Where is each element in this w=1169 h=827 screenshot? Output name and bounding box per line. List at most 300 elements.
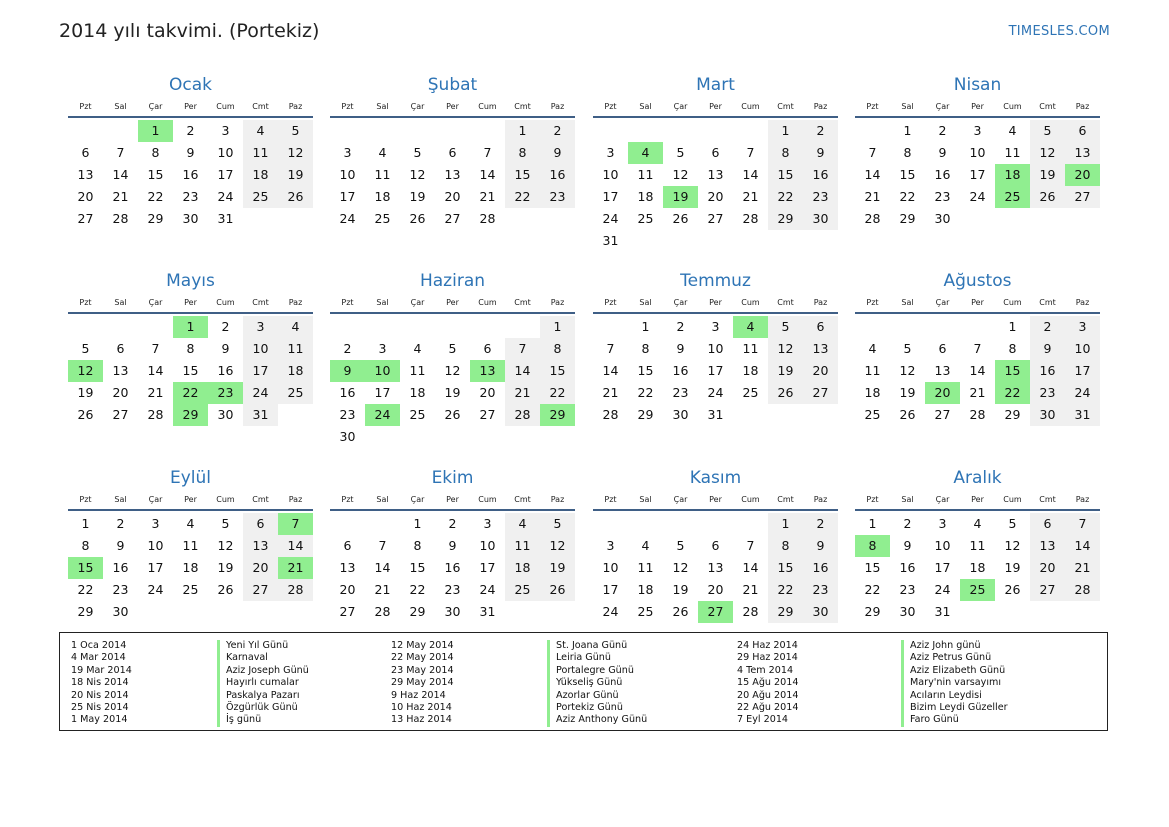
day-cell: 9 — [186, 145, 195, 160]
day-cell: 12 — [444, 363, 461, 378]
holiday-date: 12 May 2014 — [391, 640, 454, 651]
day-cell: 5 — [676, 538, 685, 553]
day-cell: 22 — [637, 385, 654, 400]
day-cell: 7 — [973, 341, 982, 356]
weekday-header: Cmt — [514, 298, 531, 307]
day-cell: 11 — [278, 338, 313, 360]
month-name: Ağustos — [943, 271, 1012, 291]
day-cell: 21 — [112, 189, 129, 204]
weekday-header: Sal — [114, 495, 127, 504]
holiday-day-cell: 25 — [995, 186, 1030, 208]
day-cell: 13 — [1065, 142, 1100, 164]
holiday-name: Acıların Leydisi — [901, 690, 1008, 702]
day-cell: 10 — [479, 538, 496, 553]
day-cell: 23 — [1030, 382, 1065, 404]
header-rule — [330, 116, 575, 118]
day-cell: 20 — [339, 582, 356, 597]
day-cell: 5 — [448, 341, 457, 356]
weekday-header: Per — [184, 495, 197, 504]
holiday-day-cell: 13 — [470, 360, 505, 382]
weekday-header: Çar — [935, 298, 950, 307]
day-cell: 17 — [243, 360, 278, 382]
day-cell: 22 — [147, 189, 164, 204]
day-cell: 20 — [243, 557, 278, 579]
day-cell: 18 — [742, 363, 759, 378]
day-cell: 30 — [803, 601, 838, 623]
holiday-day-cell: 23 — [208, 382, 243, 404]
day-cell: 1 — [868, 516, 877, 531]
holiday-day-cell: 9 — [330, 360, 365, 382]
day-cell: 31 — [1065, 404, 1100, 426]
day-cell: 3 — [243, 316, 278, 338]
day-cell: 25 — [374, 211, 391, 226]
day-cell: 12 — [278, 142, 313, 164]
day-cell: 18 — [409, 385, 426, 400]
holiday-name: Aziz John günü — [901, 640, 1008, 652]
day-cell: 3 — [606, 145, 615, 160]
month-name: Mayıs — [166, 271, 215, 291]
weekday-header: Çar — [148, 298, 163, 307]
day-cell: 10 — [602, 560, 619, 575]
day-cell: 27 — [444, 211, 461, 226]
holiday-day-cell: 1 — [138, 120, 173, 142]
holiday-name-column — [547, 640, 647, 727]
day-cell: 25 — [278, 382, 313, 404]
weekday-header: Per — [971, 495, 984, 504]
day-cell: 11 — [864, 363, 881, 378]
weekday-header: Sal — [114, 102, 127, 111]
day-cell: 12 — [1030, 142, 1065, 164]
day-cell: 7 — [483, 145, 492, 160]
weekday-header: Sal — [639, 102, 652, 111]
day-cell: 16 — [540, 164, 575, 186]
day-cell: 4 — [378, 145, 387, 160]
day-cell: 26 — [77, 407, 94, 422]
holiday-day-cell: 18 — [995, 164, 1030, 186]
day-cell: 13 — [444, 167, 461, 182]
holiday-name: Azorlar Günü — [547, 690, 647, 702]
day-cell: 7 — [868, 145, 877, 160]
day-cell: 30 — [934, 211, 951, 226]
day-cell: 13 — [339, 560, 356, 575]
day-cell: 11 — [409, 363, 426, 378]
month-name: Mart — [696, 75, 735, 95]
day-cell: 28 — [505, 404, 540, 426]
weekday-header: Paz — [1075, 495, 1090, 504]
day-cell: 29 — [864, 604, 881, 619]
day-cell: 1 — [1008, 319, 1017, 334]
day-cell: 28 — [278, 579, 313, 601]
weekday-header: Sal — [376, 102, 389, 111]
weekday-header: Paz — [813, 495, 828, 504]
holiday-name: St. Joana Günü — [547, 640, 647, 652]
day-cell: 28 — [1065, 579, 1100, 601]
day-cell: 7 — [116, 145, 125, 160]
day-cell: 30 — [444, 604, 461, 619]
day-cell: 17 — [934, 560, 951, 575]
day-cell: 3 — [973, 123, 982, 138]
day-cell: 28 — [479, 211, 496, 226]
holiday-name: Mary'nin varsayımı — [901, 677, 1008, 689]
day-cell: 8 — [903, 145, 912, 160]
day-cell: 11 — [1004, 145, 1021, 160]
day-cell: 29 — [77, 604, 94, 619]
month-name: Aralık — [953, 468, 1002, 488]
day-cell: 21 — [602, 385, 619, 400]
month-name: Şubat — [427, 75, 478, 95]
day-cell: 17 — [707, 363, 724, 378]
holiday-date: 15 Ağu 2014 — [737, 677, 799, 689]
brand-link[interactable]: TIMESLES.COM — [1008, 24, 1110, 39]
day-cell: 5 — [1030, 120, 1065, 142]
day-cell: 16 — [672, 363, 689, 378]
day-cell: 11 — [505, 535, 540, 557]
day-cell: 29 — [409, 604, 426, 619]
holiday-name: Aziz Elizabeth Günü — [901, 665, 1008, 677]
day-cell: 8 — [81, 538, 90, 553]
holiday-day-cell: 15 — [995, 360, 1030, 382]
day-cell: 27 — [1065, 186, 1100, 208]
weekday-header: Pzt — [341, 102, 354, 111]
holiday-name: Aziz Joseph Günü — [217, 665, 309, 677]
weekday-header: Sal — [901, 495, 914, 504]
day-cell: 17 — [374, 385, 391, 400]
day-cell: 2 — [343, 341, 352, 356]
weekday-header: Sal — [639, 495, 652, 504]
day-cell: 14 — [505, 360, 540, 382]
day-cell: 5 — [81, 341, 90, 356]
day-cell: 10 — [934, 538, 951, 553]
holiday-date: 24 Haz 2014 — [737, 640, 798, 651]
day-cell: 30 — [803, 208, 838, 230]
day-cell: 4 — [243, 120, 278, 142]
day-cell: 18 — [182, 560, 199, 575]
day-cell: 3 — [378, 341, 387, 356]
weekday-header: Per — [709, 495, 722, 504]
day-cell: 2 — [903, 516, 912, 531]
day-cell: 22 — [505, 186, 540, 208]
weekday-header: Cum — [478, 102, 497, 111]
day-cell: 10 — [339, 167, 356, 182]
day-cell: 31 — [602, 233, 619, 248]
day-cell: 4 — [278, 316, 313, 338]
day-cell: 5 — [1008, 516, 1017, 531]
weekday-header: Per — [446, 298, 459, 307]
day-cell: 4 — [641, 538, 650, 553]
holiday-day-cell: 25 — [960, 579, 995, 601]
holiday-date: 9 Haz 2014 — [391, 689, 446, 701]
day-cell: 8 — [1008, 341, 1017, 356]
day-cell: 26 — [899, 407, 916, 422]
month-name: Eylül — [169, 468, 212, 488]
day-cell: 16 — [803, 557, 838, 579]
day-cell: 9 — [448, 538, 457, 553]
weekday-header: Sal — [639, 298, 652, 307]
day-cell: 19 — [278, 164, 313, 186]
weekday-header: Paz — [813, 102, 828, 111]
day-cell: 20 — [707, 582, 724, 597]
day-cell: 21 — [742, 189, 759, 204]
holiday-name: Faro Günü — [901, 714, 1008, 726]
day-cell: 4 — [868, 341, 877, 356]
day-cell: 28 — [864, 211, 881, 226]
day-cell: 24 — [217, 189, 234, 204]
day-cell: 22 — [864, 582, 881, 597]
day-cell: 3 — [606, 538, 615, 553]
day-cell: 5 — [768, 316, 803, 338]
day-cell: 8 — [186, 341, 195, 356]
day-cell: 23 — [803, 579, 838, 601]
weekday-header: Paz — [813, 298, 828, 307]
day-cell: 21 — [969, 385, 986, 400]
day-cell: 17 — [339, 189, 356, 204]
day-cell: 30 — [899, 604, 916, 619]
month-name: Kasım — [689, 468, 742, 488]
day-cell: 12 — [217, 538, 234, 553]
weekday-header: Pzt — [604, 102, 617, 111]
day-cell: 22 — [768, 579, 803, 601]
holiday-name: İş günü — [217, 714, 309, 726]
day-cell: 28 — [742, 604, 759, 619]
weekday-header: Cmt — [777, 495, 794, 504]
holiday-date: 22 May 2014 — [391, 652, 454, 664]
weekday-header: Per — [709, 298, 722, 307]
weekday-header: Cum — [478, 495, 497, 504]
day-cell: 28 — [602, 407, 619, 422]
weekday-header: Cmt — [252, 495, 269, 504]
holiday-name: Bizim Leydi Güzeller — [901, 702, 1008, 714]
day-cell: 27 — [707, 211, 724, 226]
day-cell: 15 — [864, 560, 881, 575]
day-cell: 28 — [742, 211, 759, 226]
day-cell: 15 — [182, 363, 199, 378]
day-cell: 6 — [803, 316, 838, 338]
day-cell: 6 — [938, 341, 947, 356]
weekday-header: Çar — [673, 102, 688, 111]
day-cell: 14 — [742, 560, 759, 575]
day-cell: 9 — [116, 538, 125, 553]
day-cell: 16 — [444, 560, 461, 575]
weekday-header: Cum — [216, 495, 235, 504]
weekday-header: Sal — [901, 298, 914, 307]
day-cell: 11 — [182, 538, 199, 553]
day-cell: 30 — [672, 407, 689, 422]
holiday-day-cell: 20 — [925, 382, 960, 404]
day-cell: 13 — [707, 560, 724, 575]
day-cell: 18 — [505, 557, 540, 579]
day-cell: 27 — [479, 407, 496, 422]
weekday-header: Sal — [114, 298, 127, 307]
day-cell: 27 — [243, 579, 278, 601]
day-cell: 27 — [803, 382, 838, 404]
day-cell: 4 — [973, 516, 982, 531]
day-cell: 23 — [112, 582, 129, 597]
day-cell: 29 — [637, 407, 654, 422]
weekday-header: Sal — [376, 298, 389, 307]
day-cell: 18 — [243, 164, 278, 186]
day-cell: 2 — [186, 123, 195, 138]
holiday-day-cell: 1 — [173, 316, 208, 338]
day-cell: 24 — [243, 382, 278, 404]
weekday-header: Pzt — [341, 298, 354, 307]
day-cell: 15 — [768, 557, 803, 579]
day-cell: 14 — [278, 535, 313, 557]
day-cell: 9 — [676, 341, 685, 356]
day-cell: 21 — [479, 189, 496, 204]
holiday-name-column — [217, 640, 309, 727]
holiday-day-cell: 7 — [278, 513, 313, 535]
day-cell: 26 — [444, 407, 461, 422]
day-cell: 8 — [641, 341, 650, 356]
weekday-header: Paz — [550, 298, 565, 307]
holiday-list — [59, 632, 1108, 731]
day-cell: 14 — [147, 363, 164, 378]
day-cell: 1 — [903, 123, 912, 138]
day-cell: 9 — [1030, 338, 1065, 360]
day-cell: 13 — [707, 167, 724, 182]
day-cell: 4 — [186, 516, 195, 531]
day-cell: 9 — [938, 145, 947, 160]
holiday-name: Yükseliş Günü — [547, 677, 647, 689]
weekday-header: Çar — [935, 495, 950, 504]
day-cell: 26 — [409, 211, 426, 226]
holiday-date: 22 Ağu 2014 — [737, 702, 799, 714]
holiday-day-cell: 12 — [68, 360, 103, 382]
day-cell: 22 — [409, 582, 426, 597]
weekday-header: Çar — [148, 495, 163, 504]
day-cell: 7 — [606, 341, 615, 356]
holiday-day-cell: 29 — [173, 404, 208, 426]
weekday-header: Cum — [1003, 298, 1022, 307]
day-cell: 12 — [672, 167, 689, 182]
day-cell: 20 — [77, 189, 94, 204]
day-cell: 6 — [483, 341, 492, 356]
day-cell: 17 — [479, 560, 496, 575]
day-cell: 22 — [768, 186, 803, 208]
day-cell: 29 — [1004, 407, 1021, 422]
day-cell: 23 — [540, 186, 575, 208]
day-cell: 20 — [479, 385, 496, 400]
day-cell: 25 — [637, 604, 654, 619]
weekday-header: Sal — [376, 495, 389, 504]
weekday-header: Pzt — [604, 495, 617, 504]
day-cell: 12 — [1004, 538, 1021, 553]
day-cell: 2 — [116, 516, 125, 531]
holiday-day-cell: 4 — [628, 142, 663, 164]
day-cell: 8 — [505, 142, 540, 164]
day-cell: 24 — [147, 582, 164, 597]
day-cell: 12 — [672, 560, 689, 575]
day-cell: 31 — [217, 211, 234, 226]
holiday-name: Aziz Petrus Günü — [901, 652, 1008, 664]
day-cell: 6 — [1065, 120, 1100, 142]
holiday-day-cell: 8 — [855, 535, 890, 557]
holiday-day-cell: 10 — [365, 360, 400, 382]
day-cell: 1 — [505, 120, 540, 142]
day-cell: 28 — [969, 407, 986, 422]
day-cell: 3 — [938, 516, 947, 531]
day-cell: 6 — [448, 145, 457, 160]
day-cell: 10 — [707, 341, 724, 356]
day-cell: 10 — [969, 145, 986, 160]
day-cell: 14 — [602, 363, 619, 378]
weekday-header: Pzt — [79, 102, 92, 111]
day-cell: 23 — [672, 385, 689, 400]
holiday-date: 13 Haz 2014 — [391, 714, 452, 726]
day-cell: 20 — [707, 189, 724, 204]
day-cell: 29 — [147, 211, 164, 226]
day-cell: 11 — [243, 142, 278, 164]
weekday-header: Paz — [288, 495, 303, 504]
day-cell: 20 — [444, 189, 461, 204]
day-cell: 6 — [711, 145, 720, 160]
day-cell: 29 — [899, 211, 916, 226]
day-cell: 12 — [899, 363, 916, 378]
weekday-header: Çar — [410, 102, 425, 111]
day-cell: 19 — [444, 385, 461, 400]
day-cell: 3 — [1065, 316, 1100, 338]
day-cell: 10 — [243, 338, 278, 360]
day-cell: 23 — [444, 582, 461, 597]
day-cell: 16 — [803, 164, 838, 186]
weekday-header: Çar — [410, 495, 425, 504]
day-cell: 15 — [540, 360, 575, 382]
day-cell: 24 — [707, 385, 724, 400]
holiday-day-cell: 24 — [365, 404, 400, 426]
weekday-header: Cmt — [514, 102, 531, 111]
header-rule — [855, 116, 1100, 118]
weekday-header: Cum — [1003, 495, 1022, 504]
day-cell: 14 — [1065, 535, 1100, 557]
day-cell: 2 — [938, 123, 947, 138]
day-cell: 24 — [1065, 382, 1100, 404]
header-rule — [855, 509, 1100, 511]
day-cell: 13 — [1030, 535, 1065, 557]
day-cell: 6 — [711, 538, 720, 553]
day-cell: 2 — [676, 319, 685, 334]
holiday-name: Hayırlı cumalar — [217, 677, 309, 689]
day-cell: 23 — [339, 407, 356, 422]
day-cell: 8 — [768, 142, 803, 164]
day-cell: 2 — [803, 513, 838, 535]
day-cell: 26 — [540, 579, 575, 601]
weekday-header: Paz — [288, 298, 303, 307]
weekday-header: Cmt — [1039, 298, 1056, 307]
day-cell: 8 — [413, 538, 422, 553]
day-cell: 18 — [637, 189, 654, 204]
day-cell: 28 — [374, 604, 391, 619]
holiday-date-column — [737, 640, 798, 727]
holiday-date: 1 Oca 2014 — [71, 640, 127, 651]
day-cell: 31 — [707, 407, 724, 422]
day-cell: 14 — [742, 167, 759, 182]
day-cell: 2 — [448, 516, 457, 531]
day-cell: 23 — [803, 186, 838, 208]
weekday-header: Pzt — [604, 298, 617, 307]
day-cell: 21 — [1065, 557, 1100, 579]
day-cell: 21 — [864, 189, 881, 204]
day-cell: 13 — [803, 338, 838, 360]
weekday-header: Per — [446, 495, 459, 504]
day-cell: 19 — [217, 560, 234, 575]
weekday-header: Pzt — [866, 495, 879, 504]
day-cell: 7 — [1065, 513, 1100, 535]
day-cell: 3 — [151, 516, 160, 531]
day-cell: 12 — [540, 535, 575, 557]
day-cell: 25 — [409, 407, 426, 422]
holiday-name: Aziz Anthony Günü — [547, 714, 647, 726]
day-cell: 27 — [339, 604, 356, 619]
